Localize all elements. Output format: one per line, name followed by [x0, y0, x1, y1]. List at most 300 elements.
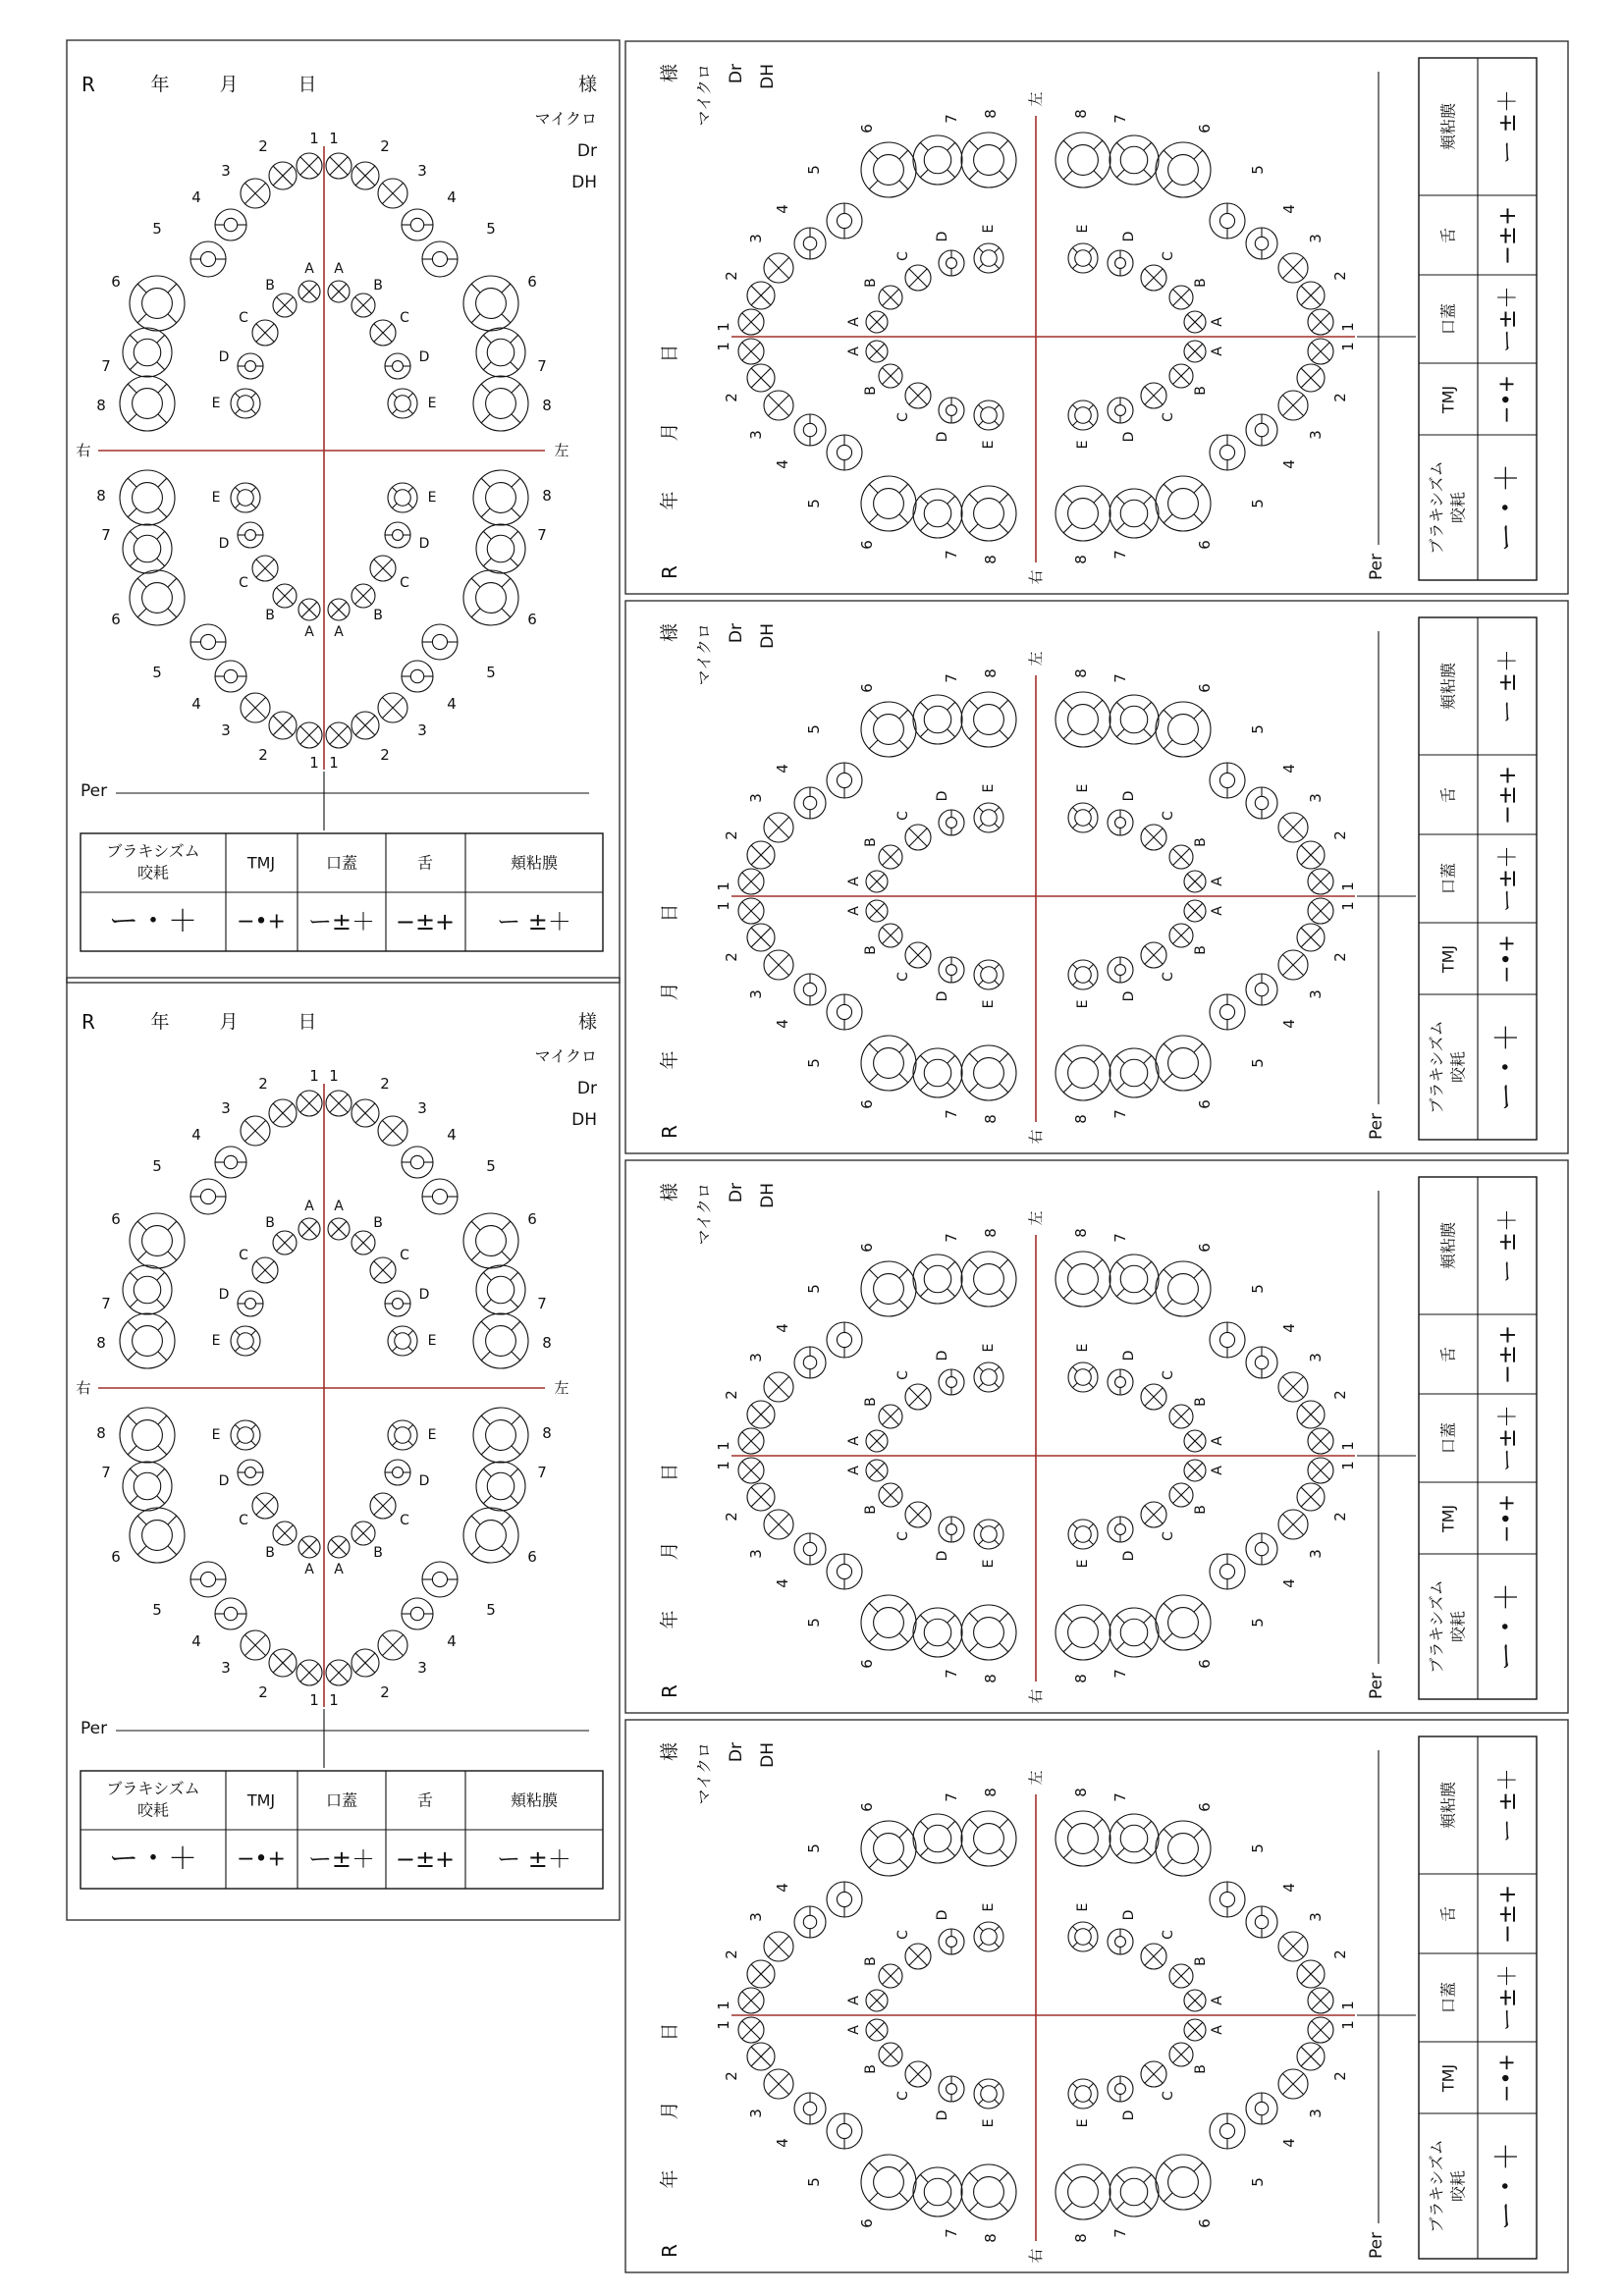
tooth-lower-left-8[interactable] [1056, 1811, 1110, 1866]
tooth-lower-left-E[interactable] [1068, 803, 1098, 832]
tooth-upper-left-7[interactable] [913, 1814, 962, 1863]
tooth-upper-right-1[interactable] [738, 898, 764, 924]
tooth-upper-left-4[interactable] [402, 1147, 433, 1178]
tooth-upper-right-3[interactable] [764, 1510, 793, 1539]
tooth-lower-right-6[interactable] [130, 570, 185, 625]
tooth-upper-right-4[interactable] [794, 1533, 826, 1565]
tooth-lower-right-3[interactable] [1278, 391, 1308, 420]
tooth-lower-right-5[interactable] [190, 1562, 226, 1597]
tooth-upper-right-B[interactable] [879, 364, 902, 388]
tooth-lower-right-6[interactable] [1156, 476, 1211, 531]
tooth-lower-right-E[interactable] [1068, 2079, 1098, 2109]
tooth-lower-right-D[interactable] [1108, 2076, 1133, 2102]
tooth-upper-right-2[interactable] [269, 162, 297, 189]
tooth-upper-right-2[interactable] [747, 1483, 775, 1511]
tooth-upper-right-D[interactable] [939, 2076, 964, 2102]
tooth-lower-left-6[interactable] [463, 1508, 518, 1563]
tooth-lower-right-7[interactable] [1110, 1608, 1159, 1657]
tooth-upper-left-3[interactable] [764, 253, 793, 283]
tooth-upper-right-3[interactable] [764, 391, 793, 420]
tooth-lower-left-3[interactable] [1278, 253, 1308, 283]
tooth-lower-left-6[interactable] [1156, 702, 1211, 757]
tooth-upper-right-5[interactable] [190, 241, 226, 277]
tooth-lower-right-D[interactable] [1108, 1517, 1133, 1542]
tooth-lower-left-2[interactable] [352, 712, 379, 739]
tooth-lower-left-1[interactable] [1308, 869, 1333, 894]
tooth-upper-left-C[interactable] [905, 1944, 931, 1969]
tooth-upper-left-E[interactable] [974, 1922, 1003, 1951]
tooth-upper-left-8[interactable] [961, 692, 1016, 747]
tooth-lower-left-1[interactable] [1308, 1428, 1333, 1454]
tooth-upper-left-E[interactable] [388, 389, 417, 418]
tooth-upper-left-B[interactable] [879, 1405, 902, 1428]
tooth-upper-left-E[interactable] [388, 1326, 417, 1356]
tooth-upper-right-6[interactable] [861, 1595, 916, 1650]
tooth-upper-left-8[interactable] [961, 1252, 1016, 1307]
tooth-upper-left-4[interactable] [794, 1347, 826, 1378]
tooth-upper-right-D[interactable] [939, 1517, 964, 1542]
tooth-upper-right-5[interactable] [190, 1179, 226, 1214]
tooth-upper-right-7[interactable] [913, 2167, 962, 2216]
tooth-upper-right-C[interactable] [252, 320, 278, 346]
tooth-upper-right-A[interactable] [866, 2019, 888, 2041]
tooth-lower-right-A[interactable] [298, 1536, 320, 1558]
tooth-upper-right-2[interactable] [747, 2043, 775, 2070]
tooth-lower-left-B[interactable] [352, 1522, 375, 1545]
tooth-lower-right-C[interactable] [1141, 1502, 1166, 1527]
tooth-lower-right-1[interactable] [297, 1660, 322, 1685]
tooth-lower-left-B[interactable] [1169, 1964, 1193, 1988]
tooth-lower-right-E[interactable] [231, 483, 260, 512]
tooth-upper-right-E[interactable] [974, 2079, 1003, 2109]
tooth-lower-right-5[interactable] [1210, 1554, 1245, 1589]
tooth-upper-left-4[interactable] [794, 787, 826, 819]
tooth-upper-right-7[interactable] [913, 489, 962, 538]
tooth-lower-right-2[interactable] [1297, 364, 1325, 392]
tooth-lower-left-3[interactable] [1278, 813, 1308, 842]
tooth-lower-left-3[interactable] [378, 1630, 407, 1660]
tooth-lower-left-5[interactable] [1210, 1322, 1245, 1358]
tooth-upper-left-A[interactable] [866, 1430, 888, 1452]
tooth-upper-left-7[interactable] [476, 1265, 525, 1314]
tooth-lower-right-D[interactable] [238, 1460, 263, 1485]
tooth-lower-left-B[interactable] [352, 584, 375, 608]
tooth-lower-right-4[interactable] [215, 1598, 246, 1629]
tooth-lower-right-1[interactable] [1308, 339, 1333, 364]
tooth-lower-left-4[interactable] [1246, 787, 1277, 819]
tooth-upper-left-1[interactable] [326, 153, 352, 179]
tooth-upper-right-6[interactable] [861, 2155, 916, 2210]
tooth-upper-left-2[interactable] [747, 1960, 775, 1988]
tooth-upper-right-7[interactable] [123, 328, 172, 377]
tooth-lower-left-8[interactable] [1056, 1252, 1110, 1307]
tooth-lower-left-D[interactable] [1108, 250, 1133, 276]
tooth-upper-left-6[interactable] [861, 702, 916, 757]
tooth-upper-right-1[interactable] [297, 1091, 322, 1116]
tooth-lower-right-8[interactable] [120, 1408, 175, 1463]
tooth-lower-left-D[interactable] [385, 1460, 410, 1485]
tooth-lower-right-6[interactable] [1156, 1595, 1211, 1650]
tooth-lower-right-4[interactable] [1246, 2093, 1277, 2124]
tooth-upper-right-A[interactable] [298, 1218, 320, 1240]
tooth-upper-right-A[interactable] [866, 1460, 888, 1481]
tooth-lower-right-8[interactable] [120, 470, 175, 525]
tooth-lower-left-4[interactable] [402, 661, 433, 692]
tooth-lower-right-E[interactable] [1068, 400, 1098, 430]
tooth-lower-left-4[interactable] [1246, 1347, 1277, 1378]
tooth-upper-right-8[interactable] [961, 1045, 1016, 1100]
tooth-lower-right-3[interactable] [1278, 2069, 1308, 2099]
tooth-upper-right-B[interactable] [273, 1231, 297, 1255]
tooth-lower-right-3[interactable] [1278, 950, 1308, 980]
tooth-lower-left-3[interactable] [378, 693, 407, 722]
tooth-upper-left-D[interactable] [939, 810, 964, 835]
tooth-upper-left-6[interactable] [861, 1261, 916, 1316]
tooth-upper-right-D[interactable] [939, 398, 964, 423]
tooth-upper-right-B[interactable] [879, 2043, 902, 2066]
tooth-lower-right-1[interactable] [1308, 2017, 1333, 2043]
tooth-lower-left-A[interactable] [1184, 311, 1206, 333]
tooth-lower-right-1[interactable] [1308, 898, 1333, 924]
tooth-lower-left-A[interactable] [1184, 1990, 1206, 2011]
tooth-lower-right-2[interactable] [1297, 2043, 1325, 2070]
tooth-upper-right-8[interactable] [961, 486, 1016, 541]
tooth-lower-left-D[interactable] [1108, 1369, 1133, 1395]
tooth-lower-right-2[interactable] [269, 1649, 297, 1677]
tooth-upper-right-E[interactable] [974, 960, 1003, 989]
tooth-lower-left-A[interactable] [328, 599, 350, 620]
tooth-lower-left-6[interactable] [1156, 1821, 1211, 1876]
tooth-upper-right-1[interactable] [738, 1458, 764, 1483]
tooth-lower-right-3[interactable] [241, 1630, 270, 1660]
tooth-upper-right-6[interactable] [130, 1213, 185, 1268]
tooth-lower-left-D[interactable] [385, 522, 410, 548]
tooth-lower-left-4[interactable] [1246, 228, 1277, 259]
tooth-upper-left-7[interactable] [913, 695, 962, 744]
tooth-lower-left-5[interactable] [1210, 763, 1245, 798]
tooth-lower-right-5[interactable] [1210, 435, 1245, 470]
tooth-lower-right-8[interactable] [1056, 1045, 1110, 1100]
tooth-upper-left-D[interactable] [939, 250, 964, 276]
tooth-upper-right-E[interactable] [231, 389, 260, 418]
tooth-lower-right-C[interactable] [252, 556, 278, 581]
tooth-lower-left-C[interactable] [1141, 265, 1166, 291]
tooth-upper-left-5[interactable] [827, 763, 862, 798]
tooth-lower-right-4[interactable] [215, 661, 246, 692]
tooth-upper-left-B[interactable] [352, 294, 375, 317]
tooth-lower-left-8[interactable] [473, 470, 528, 525]
tooth-lower-left-C[interactable] [1141, 1384, 1166, 1410]
tooth-lower-right-B[interactable] [1169, 924, 1193, 947]
tooth-lower-left-6[interactable] [463, 570, 518, 625]
tooth-lower-right-1[interactable] [1308, 1458, 1333, 1483]
tooth-lower-right-B[interactable] [273, 584, 297, 608]
tooth-lower-right-5[interactable] [1210, 994, 1245, 1030]
tooth-upper-left-2[interactable] [352, 1099, 379, 1127]
tooth-upper-right-C[interactable] [905, 383, 931, 408]
tooth-lower-right-C[interactable] [1141, 383, 1166, 408]
tooth-upper-left-C[interactable] [370, 1257, 396, 1283]
tooth-upper-right-7[interactable] [913, 1608, 962, 1657]
tooth-lower-left-C[interactable] [1141, 825, 1166, 850]
tooth-upper-left-6[interactable] [861, 1821, 916, 1876]
tooth-lower-left-2[interactable] [1297, 1960, 1325, 1988]
tooth-upper-right-3[interactable] [241, 179, 270, 208]
tooth-lower-right-5[interactable] [190, 624, 226, 660]
tooth-lower-left-E[interactable] [388, 1420, 417, 1450]
tooth-upper-right-E[interactable] [974, 400, 1003, 430]
tooth-upper-left-7[interactable] [913, 135, 962, 185]
tooth-lower-right-3[interactable] [241, 693, 270, 722]
tooth-upper-right-D[interactable] [238, 353, 263, 379]
tooth-lower-right-C[interactable] [252, 1493, 278, 1519]
tooth-lower-right-D[interactable] [238, 522, 263, 548]
tooth-lower-right-4[interactable] [1246, 974, 1277, 1005]
tooth-upper-left-6[interactable] [463, 1213, 518, 1268]
tooth-upper-right-6[interactable] [861, 1036, 916, 1091]
tooth-lower-right-B[interactable] [1169, 1483, 1193, 1507]
tooth-upper-left-D[interactable] [385, 353, 410, 379]
tooth-upper-right-3[interactable] [764, 2069, 793, 2099]
tooth-upper-left-8[interactable] [961, 133, 1016, 187]
tooth-lower-right-8[interactable] [1056, 1605, 1110, 1660]
tooth-upper-left-A[interactable] [328, 1218, 350, 1240]
tooth-upper-right-A[interactable] [866, 900, 888, 922]
tooth-lower-left-4[interactable] [1246, 1906, 1277, 1938]
tooth-upper-left-8[interactable] [473, 1313, 528, 1368]
tooth-lower-right-D[interactable] [1108, 957, 1133, 983]
tooth-upper-left-B[interactable] [352, 1231, 375, 1255]
tooth-lower-right-C[interactable] [1141, 2061, 1166, 2087]
tooth-upper-right-1[interactable] [297, 153, 322, 179]
tooth-lower-right-E[interactable] [231, 1420, 260, 1450]
tooth-lower-right-A[interactable] [1184, 2019, 1206, 2041]
tooth-upper-right-4[interactable] [794, 2093, 826, 2124]
tooth-upper-left-1[interactable] [738, 869, 764, 894]
tooth-upper-left-5[interactable] [827, 1882, 862, 1917]
tooth-upper-left-2[interactable] [747, 282, 775, 309]
tooth-lower-right-A[interactable] [1184, 341, 1206, 362]
tooth-upper-right-C[interactable] [905, 2061, 931, 2087]
tooth-upper-right-4[interactable] [215, 209, 246, 240]
tooth-upper-right-1[interactable] [738, 2017, 764, 2043]
tooth-upper-left-4[interactable] [794, 228, 826, 259]
tooth-upper-left-7[interactable] [913, 1255, 962, 1304]
tooth-upper-left-C[interactable] [370, 320, 396, 346]
tooth-upper-right-A[interactable] [298, 281, 320, 302]
tooth-lower-left-7[interactable] [1110, 695, 1159, 744]
tooth-upper-right-5[interactable] [827, 2113, 862, 2149]
tooth-lower-right-2[interactable] [269, 712, 297, 739]
tooth-upper-left-5[interactable] [422, 241, 458, 277]
tooth-upper-right-8[interactable] [961, 1605, 1016, 1660]
tooth-upper-left-3[interactable] [764, 813, 793, 842]
tooth-lower-right-8[interactable] [1056, 2164, 1110, 2219]
tooth-lower-left-7[interactable] [476, 524, 525, 573]
tooth-lower-left-A[interactable] [1184, 1430, 1206, 1452]
tooth-upper-right-E[interactable] [974, 1520, 1003, 1549]
tooth-lower-right-C[interactable] [1141, 942, 1166, 968]
tooth-upper-left-3[interactable] [764, 1932, 793, 1961]
tooth-lower-left-D[interactable] [1108, 1929, 1133, 1954]
tooth-upper-left-7[interactable] [476, 328, 525, 377]
tooth-upper-left-B[interactable] [879, 1964, 902, 1988]
tooth-lower-right-7[interactable] [1110, 1048, 1159, 1097]
tooth-lower-right-B[interactable] [1169, 2043, 1193, 2066]
tooth-lower-right-5[interactable] [1210, 2113, 1245, 2149]
tooth-lower-right-D[interactable] [1108, 398, 1133, 423]
tooth-upper-left-3[interactable] [378, 1116, 407, 1146]
tooth-lower-left-E[interactable] [1068, 1362, 1098, 1392]
tooth-lower-right-2[interactable] [1297, 924, 1325, 951]
tooth-lower-left-8[interactable] [1056, 133, 1110, 187]
tooth-lower-right-1[interactable] [297, 722, 322, 748]
tooth-upper-left-6[interactable] [463, 276, 518, 331]
tooth-lower-left-3[interactable] [1278, 1372, 1308, 1402]
tooth-lower-left-1[interactable] [326, 1660, 352, 1685]
tooth-upper-right-6[interactable] [861, 476, 916, 531]
tooth-upper-right-8[interactable] [961, 2164, 1016, 2219]
tooth-upper-left-1[interactable] [738, 1428, 764, 1454]
tooth-lower-right-3[interactable] [1278, 1510, 1308, 1539]
tooth-upper-left-5[interactable] [422, 1179, 458, 1214]
tooth-upper-right-C[interactable] [252, 1257, 278, 1283]
tooth-lower-left-E[interactable] [388, 483, 417, 512]
tooth-upper-left-A[interactable] [328, 281, 350, 302]
tooth-upper-right-B[interactable] [273, 294, 297, 317]
tooth-upper-left-E[interactable] [974, 1362, 1003, 1392]
tooth-upper-left-5[interactable] [827, 1322, 862, 1358]
tooth-upper-right-5[interactable] [827, 994, 862, 1030]
tooth-upper-right-3[interactable] [764, 950, 793, 980]
tooth-lower-left-3[interactable] [1278, 1932, 1308, 1961]
tooth-upper-left-E[interactable] [974, 803, 1003, 832]
tooth-upper-right-4[interactable] [215, 1147, 246, 1178]
tooth-upper-left-A[interactable] [866, 311, 888, 333]
tooth-upper-left-3[interactable] [378, 179, 407, 208]
tooth-lower-left-5[interactable] [422, 624, 458, 660]
tooth-upper-left-3[interactable] [764, 1372, 793, 1402]
tooth-upper-left-C[interactable] [905, 1384, 931, 1410]
tooth-lower-left-B[interactable] [1169, 845, 1193, 869]
tooth-upper-left-A[interactable] [866, 871, 888, 892]
tooth-lower-right-A[interactable] [1184, 900, 1206, 922]
tooth-upper-left-8[interactable] [961, 1811, 1016, 1866]
tooth-upper-right-4[interactable] [794, 414, 826, 446]
tooth-lower-right-6[interactable] [1156, 2155, 1211, 2210]
tooth-upper-left-8[interactable] [473, 376, 528, 431]
tooth-upper-left-D[interactable] [939, 1929, 964, 1954]
tooth-upper-left-D[interactable] [385, 1291, 410, 1316]
tooth-lower-left-C[interactable] [1141, 1944, 1166, 1969]
tooth-lower-left-C[interactable] [370, 556, 396, 581]
tooth-lower-left-6[interactable] [1156, 142, 1211, 197]
tooth-lower-right-4[interactable] [1246, 414, 1277, 446]
tooth-upper-left-2[interactable] [352, 162, 379, 189]
tooth-upper-right-C[interactable] [905, 1502, 931, 1527]
tooth-upper-left-C[interactable] [905, 265, 931, 291]
tooth-upper-left-B[interactable] [879, 845, 902, 869]
tooth-lower-left-E[interactable] [1068, 1922, 1098, 1951]
tooth-upper-left-1[interactable] [738, 1988, 764, 2013]
tooth-upper-right-5[interactable] [827, 1554, 862, 1589]
tooth-upper-left-5[interactable] [827, 203, 862, 239]
tooth-lower-left-B[interactable] [1169, 1405, 1193, 1428]
tooth-lower-left-2[interactable] [1297, 841, 1325, 869]
tooth-lower-right-7[interactable] [1110, 2167, 1159, 2216]
tooth-lower-left-C[interactable] [370, 1493, 396, 1519]
tooth-upper-left-6[interactable] [861, 142, 916, 197]
tooth-upper-right-D[interactable] [939, 957, 964, 983]
tooth-upper-left-D[interactable] [939, 1369, 964, 1395]
tooth-upper-right-D[interactable] [238, 1291, 263, 1316]
tooth-lower-left-2[interactable] [1297, 282, 1325, 309]
tooth-lower-left-7[interactable] [1110, 1255, 1159, 1304]
tooth-lower-left-6[interactable] [1156, 1261, 1211, 1316]
tooth-lower-left-B[interactable] [1169, 286, 1193, 309]
tooth-lower-right-7[interactable] [123, 524, 172, 573]
tooth-upper-right-8[interactable] [120, 376, 175, 431]
tooth-upper-right-8[interactable] [120, 1313, 175, 1368]
tooth-upper-left-1[interactable] [738, 309, 764, 335]
tooth-upper-right-4[interactable] [794, 974, 826, 1005]
tooth-lower-left-8[interactable] [473, 1408, 528, 1463]
tooth-upper-right-B[interactable] [879, 1483, 902, 1507]
tooth-upper-left-C[interactable] [905, 825, 931, 850]
tooth-lower-left-7[interactable] [1110, 135, 1159, 185]
tooth-lower-right-B[interactable] [1169, 364, 1193, 388]
tooth-lower-right-B[interactable] [273, 1522, 297, 1545]
tooth-lower-left-7[interactable] [476, 1462, 525, 1511]
tooth-lower-left-5[interactable] [1210, 203, 1245, 239]
tooth-lower-right-E[interactable] [1068, 1520, 1098, 1549]
tooth-upper-right-3[interactable] [241, 1116, 270, 1146]
tooth-lower-left-2[interactable] [1297, 1401, 1325, 1428]
tooth-upper-right-1[interactable] [738, 339, 764, 364]
tooth-upper-right-7[interactable] [913, 1048, 962, 1097]
tooth-lower-left-1[interactable] [1308, 1988, 1333, 2013]
tooth-upper-right-E[interactable] [231, 1326, 260, 1356]
tooth-lower-left-8[interactable] [1056, 692, 1110, 747]
tooth-upper-right-7[interactable] [123, 1265, 172, 1314]
tooth-lower-right-A[interactable] [298, 599, 320, 620]
tooth-lower-right-6[interactable] [1156, 1036, 1211, 1091]
tooth-upper-left-B[interactable] [879, 286, 902, 309]
tooth-lower-left-7[interactable] [1110, 1814, 1159, 1863]
tooth-lower-left-5[interactable] [1210, 1882, 1245, 1917]
tooth-upper-right-C[interactable] [905, 942, 931, 968]
tooth-lower-right-4[interactable] [1246, 1533, 1277, 1565]
tooth-upper-right-A[interactable] [866, 341, 888, 362]
tooth-lower-right-8[interactable] [1056, 486, 1110, 541]
tooth-upper-right-2[interactable] [747, 924, 775, 951]
tooth-upper-left-4[interactable] [402, 209, 433, 240]
tooth-lower-right-6[interactable] [130, 1508, 185, 1563]
tooth-lower-right-2[interactable] [1297, 1483, 1325, 1511]
tooth-upper-right-6[interactable] [130, 276, 185, 331]
tooth-lower-left-D[interactable] [1108, 810, 1133, 835]
tooth-lower-left-1[interactable] [1308, 309, 1333, 335]
tooth-lower-right-A[interactable] [1184, 1460, 1206, 1481]
tooth-lower-left-A[interactable] [1184, 871, 1206, 892]
tooth-upper-right-5[interactable] [827, 435, 862, 470]
tooth-lower-left-E[interactable] [1068, 243, 1098, 273]
tooth-upper-left-4[interactable] [794, 1906, 826, 1938]
tooth-lower-left-5[interactable] [422, 1562, 458, 1597]
tooth-lower-left-A[interactable] [328, 1536, 350, 1558]
tooth-lower-right-E[interactable] [1068, 960, 1098, 989]
tooth-upper-left-2[interactable] [747, 841, 775, 869]
